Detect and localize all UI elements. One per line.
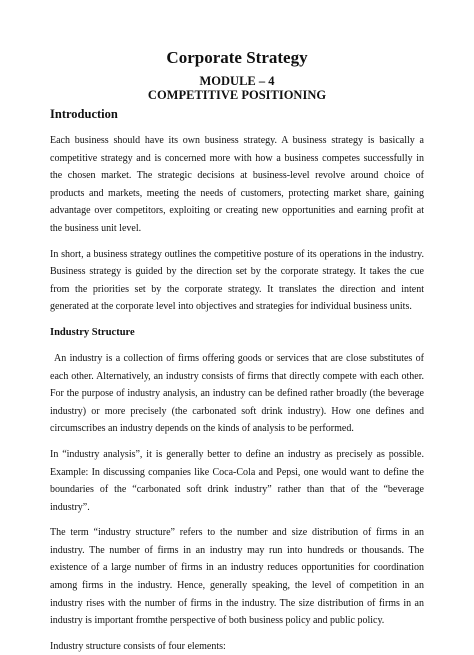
paragraph: The term “industry structure” refers to the number and size distribution of firms in an industry. The number of firms in an industry may run into hundreds or thousands. The existence of a large number of firms in an industry reduces opportunities for coordination among firms in the industry. Hence, generally speaking, the level of competition in an industry rises with the number of firms in the industry. The size distribution of firms in an industry is important fromthe perspective of both business policy and public policy. (50, 527, 424, 627)
paragraph: Each business should have its own business strategy. A business strategy is basically a competitive strategy and is concerned more with how a business competes successfully in the chosen market. The strategic decisions at business-level revolve around choice of products and markets, meeting the needs of customers, protecting market share, gaining advantage over competitors, exploiting or creating new opportunities and earning profit at the business unit level. (50, 135, 424, 234)
document-title: Corporate Strategy (166, 48, 308, 67)
module-number: MODULE – 4 (199, 74, 275, 88)
paragraph: An industry is a collection of firms offering goods or services that are close substitutes of each other. Alternatively, an industry consists of firms that directly compete with each other. For the purpose of industry analysis, an industry can be defined rather broadly (the beverage industry) or more precisely (the carbonated soft drink industry). How one defines and circumscribes an industry depends on the kinds of analysis to be performed. (50, 352, 424, 435)
section-heading-introduction: Introduction (50, 107, 118, 121)
paragraph: Industry structure consists of four elements: (50, 640, 226, 652)
paragraph: In short, a business strategy outlines the competitive posture of its operations in the industry. Business strategy is guided by the direction set by the corporate strategy. It takes the cue from the priorities set by the corporate strategy. It translates the direction and intent generated at the corporate level into objectives and strategies for individual business units. (50, 248, 424, 313)
section-heading-industry-structure: Industry Structure (50, 326, 135, 338)
module-subtitle: COMPETITIVE POSITIONING (147, 88, 327, 102)
paragraph: In “industry analysis”, it is generally better to define an industry as precisely as possible. Example: In discussing companies like Coca-Cola and Pepsi, one would want to define the boundaries of the “carbonated soft drink industry” rather than that of the “beverage industry”. (50, 448, 424, 513)
